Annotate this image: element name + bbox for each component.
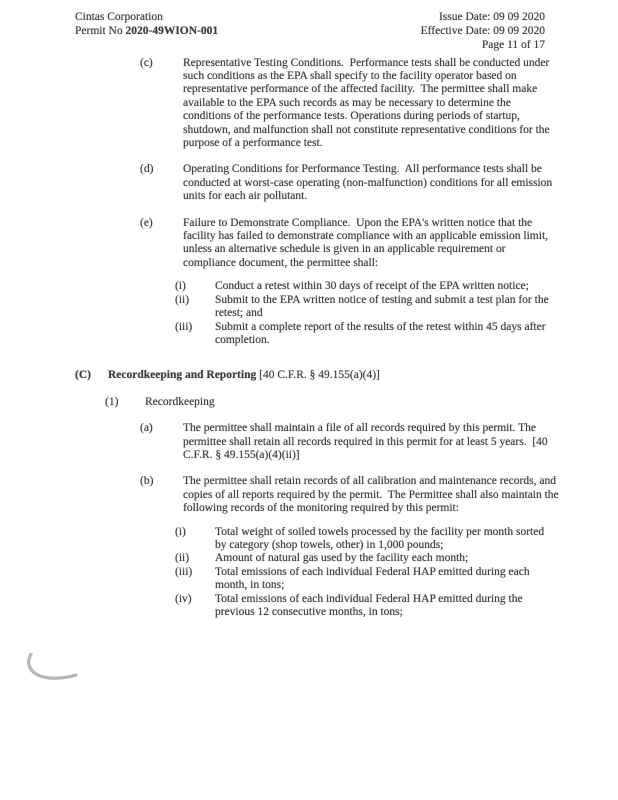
- section-C-title: Recordkeeping and Reporting: [108, 369, 257, 382]
- list-item-text: Conduct a retest within 30 days of receipt of the EPA written notice;: [215, 280, 529, 293]
- paragraph-e-marker: (e): [140, 216, 153, 229]
- list-item-text: Submit to the EPA written notice of testing and submit a test plan for the retest; and: [215, 293, 552, 320]
- list-item-marker: (ii): [175, 293, 190, 306]
- list-under-b: [0, 526, 618, 620]
- paragraph-a-marker: (a): [140, 422, 153, 435]
- paragraph-d-text: Operating Conditions for Performance Testing. All performance tests shall be conducted at worst-case operating (non-malfunction) conditions for all emission units for each air pollutant.: [183, 163, 556, 203]
- issue-date: Issue Date: 09 09 2020: [438, 11, 545, 23]
- paragraph-e-text: Failure to Demonstrate Compliance. Upon the EPA's written notice that the facility has failed to demonstrate compliance with an applicable emission limit, unless an alternative schedule is given in an applicable requirement or compliance document, the permittee shall:: [183, 216, 551, 269]
- paragraph-b: [0, 475, 618, 515]
- item-1-marker: (1): [105, 395, 119, 408]
- list-item-marker: (ii): [175, 552, 190, 565]
- list-item: [0, 526, 618, 553]
- section-C-title-line: [108, 369, 380, 382]
- list-item-marker: (i): [175, 280, 186, 293]
- item-1-text: Recordkeeping: [145, 395, 215, 408]
- section-C-heading: [0, 369, 618, 382]
- paragraph-a-text: The permittee shall maintain a file of all records required by this permit. The permittee shall retain all records required in this permit for at least 5 years. [40 C.F.R. § 49.155(a)(4)(ii)]: [183, 422, 551, 461]
- paragraph-d: [0, 163, 618, 203]
- list-item: [0, 294, 618, 321]
- page-number: Page 11 of 17: [481, 39, 545, 52]
- list-item: [0, 280, 618, 293]
- effective-date: Effective Date: 09 09 2020: [420, 25, 545, 38]
- list-item: [0, 566, 618, 593]
- list-item-marker: (iii): [175, 320, 193, 333]
- list-under-e: [0, 280, 618, 347]
- paragraph-d-marker: (d): [140, 163, 154, 176]
- permit-number: 2020-49WION-001: [125, 25, 219, 38]
- header-right-block: [421, 10, 545, 53]
- scan-crescent-artifact-icon: [26, 653, 80, 683]
- paragraph-b-marker: (b): [140, 475, 154, 488]
- section-C-marker: (C): [75, 369, 91, 382]
- paragraph-b-text: The permittee shall retain records of all calibration and maintenance records, and copies of all reports required by the permit. The Permittee shall also maintain the following records of the monitoring required by this permit:: [183, 475, 562, 515]
- permit-label: Permit No: [75, 25, 123, 38]
- list-item: [0, 593, 618, 620]
- document-header: [0, 0, 618, 53]
- list-item: [0, 321, 618, 348]
- list-item-text: Total emissions of each individual Federal HAP emitted during the previous 12 consecutive months, in tons;: [215, 592, 526, 619]
- header-left-block: [75, 10, 218, 53]
- list-item: [0, 552, 618, 565]
- list-item-marker: (i): [175, 525, 186, 538]
- paragraph-a: [0, 422, 618, 462]
- document-body: [0, 57, 618, 620]
- list-item-text: Total emissions of each individual Federal HAP emitted during each month, in tons;: [215, 565, 533, 592]
- list-item-text: Submit a complete report of the results of the retest within 45 days after completion.: [215, 320, 549, 346]
- paragraph-c-text: Representative Testing Conditions. Performance tests shall be conducted under such conditions as the EPA shall specify to the facility operator based on representative performance of the affected facility. The permittee shall make available to the EPA such records as may be necessary to determine the conditions of the performance tests. Operations during periods of startup, shutdown, and malfunction shall not constitute representative conditions for the purpose of a performance test.: [183, 56, 553, 150]
- company-name: Cintas Corporation: [75, 11, 163, 23]
- permit-number-line: [75, 24, 218, 38]
- list-item-text: Amount of natural gas used by the facility each month;: [215, 552, 469, 565]
- paragraph-e: [0, 217, 618, 271]
- list-item-marker: (iv): [175, 592, 192, 605]
- section-C-citation: [40 C.F.R. § 49.155(a)(4)]: [256, 369, 380, 382]
- paragraph-c-marker: (c): [140, 56, 153, 69]
- list-item-text: Total weight of soiled towels processed by the facility per month sorted by category (shop towels, other) in 1,000 pounds;: [215, 525, 547, 551]
- list-item-marker: (iii): [175, 565, 193, 578]
- paragraph-c: [0, 57, 618, 151]
- item-1: [0, 396, 618, 409]
